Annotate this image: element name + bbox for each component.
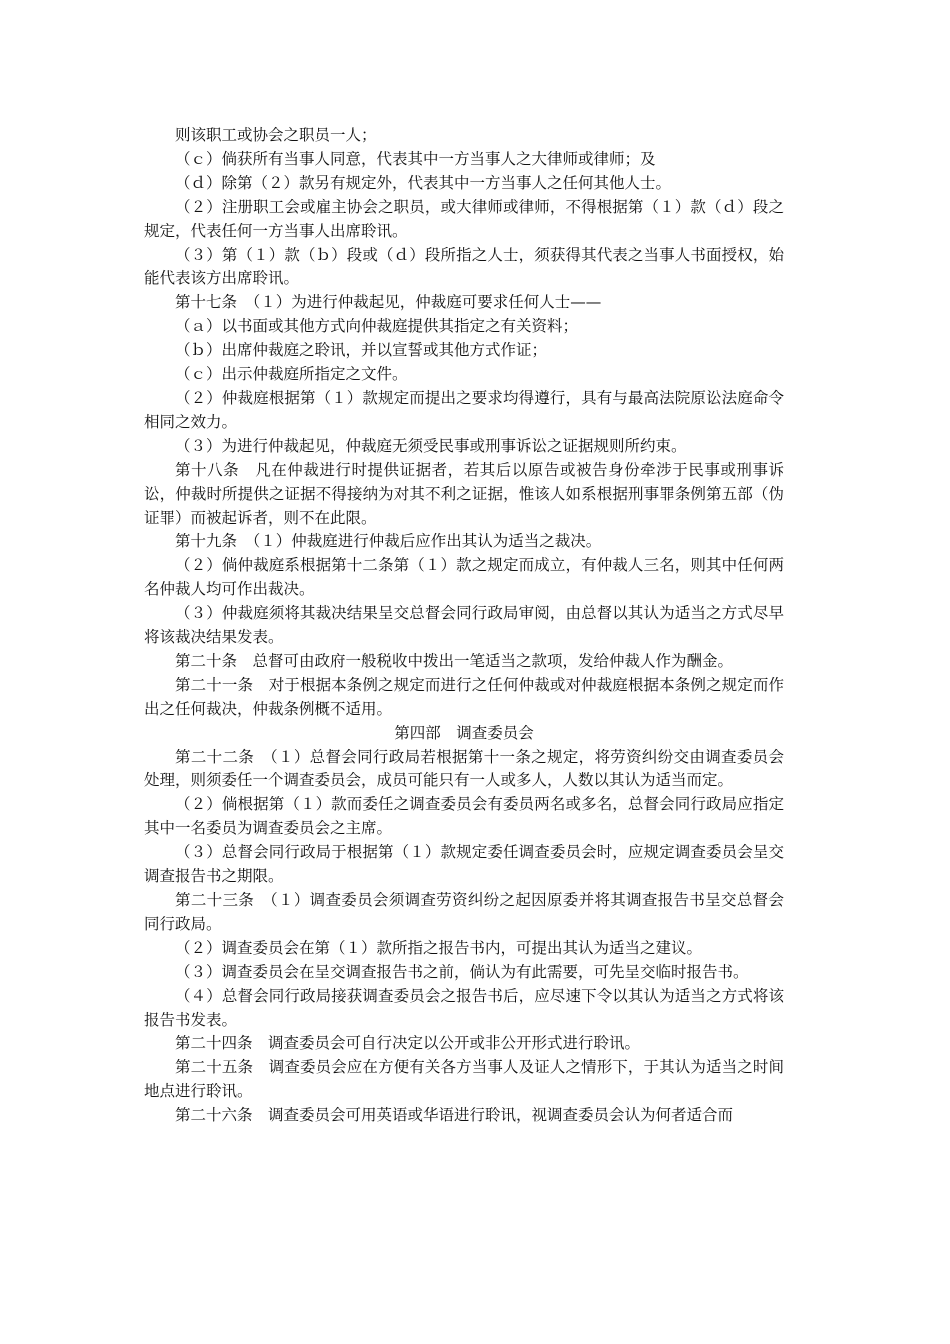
paragraph: （ｂ）出席仲裁庭之聆讯，并以宣誓或其他方式作证；: [175, 341, 548, 360]
paragraph: （２）调查委员会在第（１）款所指之报告书内，可提出其认为适当之建议。: [175, 938, 703, 957]
paragraph: （ｃ）出示仲裁庭所指定之文件。: [175, 365, 408, 384]
paragraph: 第二十六条 调查委员会可用英语或华语进行聆讯，视调查委员会认为何者适合而: [175, 1106, 734, 1125]
paragraph: （３）为进行仲裁起见，仲裁庭无须受民事或刑事诉讼之证据规则所约束。: [175, 436, 687, 455]
section-heading: 第四部 调查委员会: [394, 723, 534, 742]
paragraph: 第十七条 （１）为进行仲裁起见，仲裁庭可要求任何人士——: [175, 293, 602, 312]
paragraph: 第二十二条 （１）总督会同行政局若根据第十一条之规定，将劳资纠纷交由调查委员会处理，则须委任一个调查委员会，成员可能只有一人或多人，人数以其认为适当而定。: [144, 747, 784, 790]
paragraph: （３）仲裁庭须将其裁决结果呈交总督会同行政局审阅，由总督以其认为适当之方式尽早将该裁决结果发表。: [144, 604, 784, 647]
paragraph: （２）倘根据第（１）款而委任之调查委员会有委员两名或多名，总督会同行政局应指定其中一名委员为调查委员会之主席。: [144, 795, 784, 838]
paragraph: 第二十一条 对于根据本条例之规定而进行之任何仲裁或对仲裁庭根据本条例之规定而作出之任何裁决，仲裁条例概不适用。: [144, 675, 784, 718]
paragraph: （４）总督会同行政局接获调查委员会之报告书后，应尽速下令以其认为适当之方式将该报告书发表。: [144, 986, 784, 1029]
paragraph: 第十八条 凡在仲裁进行时提供证据者，若其后以原告或被告身份牵涉于民事或刑事诉讼，仲裁时所提供之证据不得接纳为对其不利之证据，惟该人如系根据刑事罪条例第五部（伪证罪）而被起诉者，则不在此限。: [144, 460, 784, 527]
paragraph: （ｃ）倘获所有当事人同意，代表其中一方当事人之大律师或律师；及: [175, 149, 656, 168]
paragraph: 第二十四条 调查委员会可自行决定以公开或非公开形式进行聆讯。: [175, 1034, 641, 1053]
paragraph: 第二十条 总督可由政府一般税收中拨出一笔适当之款项，发给仲裁人作为酬金。: [175, 651, 734, 670]
paragraph: （２）仲裁庭根据第（１）款规定而提出之要求均得遵行，具有与最高法院原讼法庭命令相同之效力。: [144, 388, 784, 431]
paragraph: （２）注册职工会或雇主协会之职员，或大律师或律师，不得根据第（１）款（ｄ）段之规定，代表任何一方当事人出席聆讯。: [144, 197, 784, 240]
paragraph: （ｄ）除第（２）款另有规定外，代表其中一方当事人之任何其他人士。: [175, 173, 672, 192]
paragraph: 则该职工或协会之职员一人；: [175, 126, 377, 144]
paragraph: （３）调查委员会在呈交调查报告书之前，倘认为有此需要，可先呈交临时报告书。: [175, 962, 749, 981]
paragraph: 第二十三条 （１）调查委员会须调查劳资纠纷之起因原委并将其调查报告书呈交总督会同行政局。: [144, 891, 784, 933]
paragraph: （２）倘仲裁庭系根据第十二条第（１）款之规定而成立，有仲裁人三名，则其中任何两名仲裁人均可作出裁决。: [144, 556, 784, 599]
document-page: [144, 124, 784, 1128]
paragraph: （３）总督会同行政局于根据第（１）款规定委任调查委员会时，应规定调查委员会呈交调查报告书之期限。: [144, 843, 784, 886]
paragraph: （ａ）以书面或其他方式向仲裁庭提供其指定之有关资料；: [175, 317, 579, 336]
paragraph: （３）第（１）款（ｂ）段或（ｄ）段所指之人士，须获得其代表之当事人书面授权，始能代表该方出席聆讯。: [144, 245, 784, 288]
paragraph: 第十九条 （１）仲裁庭进行仲裁后应作出其认为适当之裁决。: [175, 532, 602, 551]
paragraph: 第二十五条 调查委员会应在方便有关各方当事人及证人之情形下，于其认为适当之时间地点进行聆讯。: [144, 1058, 784, 1101]
